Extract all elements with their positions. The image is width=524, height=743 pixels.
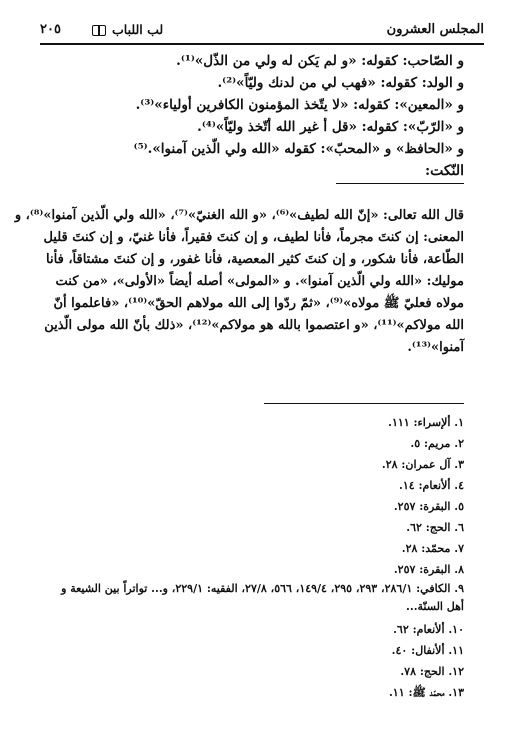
footnote: ١١. ألأنفال: ٤٠. (391, 644, 464, 657)
text-line: و «المعين»: كقوله: «لا يتّخذ المؤمنون الكافرين أولياء»⁽³⁾. (135, 97, 464, 113)
main-paragraph (14, 205, 464, 359)
section-heading: النّكت: (424, 163, 464, 179)
intro-lines (60, 50, 464, 182)
footnote: ٦. الحج: ٦٢. (406, 521, 464, 534)
text-line: و الصّاحب: كقوله: «و لم يَكن له ولي من الذّل»⁽¹⁾. (176, 53, 464, 69)
footnote: ٢. مريم: ٥. (410, 437, 464, 450)
heading-divider (336, 183, 464, 184)
footnote: ٩. الكافي: ٢٨٦/١، ٢٩٣، ٢٩٥، ١٤٩/٤، ٥٦٦، ٢٧/٨، الفقيه: ٢٢٩/١، و... تواتراً بين الشيعة و أهل السنّة... (61, 582, 464, 613)
header-divider (40, 43, 484, 45)
page-header (40, 22, 484, 44)
footnote: ٨. البقرة: ٢٥٧. (393, 563, 464, 576)
book-title: لب اللباب (112, 22, 164, 37)
paragraph-line: قال الله تعالى: «إنّ الله لطيف»⁽⁶⁾، «و الله الغنيّ»⁽⁷⁾، «الله ولي الّذين آمنوا»⁽⁸⁾، و (14, 208, 464, 223)
paragraph-line: مولاه فعليّ ﷺ مولاه»⁽⁹⁾، «ثمّ ردّوا إلى الله مولاهم الحقّ»⁽¹⁰⁾، «فاعلموا أنّ (53, 296, 464, 311)
footnote-divider (264, 403, 464, 404)
page-number: ٢٠٥ (40, 22, 61, 37)
paragraph-line: المعنى: إن كنتَ مجرماً، فأنا لطيف، و إن كنتَ فقيراً، فأنا غنيّ، و إن كنتَ قليل (43, 230, 464, 245)
footnote: ١٢. الحج: ٧٨. (400, 665, 464, 678)
footnotes (60, 412, 464, 703)
footnote: ٥. البقرة: ٢٥٧. (393, 500, 464, 513)
text-line: و «الحافظ» و «المحبّ»: كقوله «الله ولي الّذين آمنوا».⁽⁵⁾ (133, 141, 464, 157)
text-line: و الولد: كقوله: «فهب لي من لدنك وليّاً»⁽²⁾. (217, 75, 464, 91)
footnote: ١٠. ألأنعام: ٦٢. (393, 623, 464, 636)
paragraph-line: الله مولاكم»⁽¹¹⁾، «و اعتصموا بالله هو مولاكم»⁽¹²⁾، «ذلك بأنّ الله مولى الّذين (44, 318, 464, 333)
chapter-title: المجلس العشرون (386, 22, 484, 37)
book-icon (92, 25, 106, 36)
text-line: و «الرّبّ»: كقوله: «قل أ غير الله أتّخذ وليّاً»⁽⁴⁾. (197, 119, 464, 135)
footnote: ١. ألإسراء: ١١١. (388, 416, 464, 429)
footnote: ٣. آل عمران: ٢٨. (381, 458, 464, 471)
footnote: ٧. محمّد: ٢٨. (401, 542, 464, 555)
paragraph-line: الطّاعة، فأنا شكور، و إن كنتَ كثير المعصية، فأنا غفور، و إن كنتَ مشتاقاً، فأنا (46, 252, 464, 267)
paragraph-line: آمنوا»⁽¹³⁾. (407, 340, 464, 355)
footnote: ١٣. محمّد ﷺ: ١١. (388, 686, 464, 699)
paragraph-line: موليك: «الله ولي الّذين آمنوا». و «المولى» أصله أيضاً «الأولى»، «من كنت (55, 274, 464, 289)
footnote: ٤. ألأنعام: ١٤. (398, 479, 464, 492)
